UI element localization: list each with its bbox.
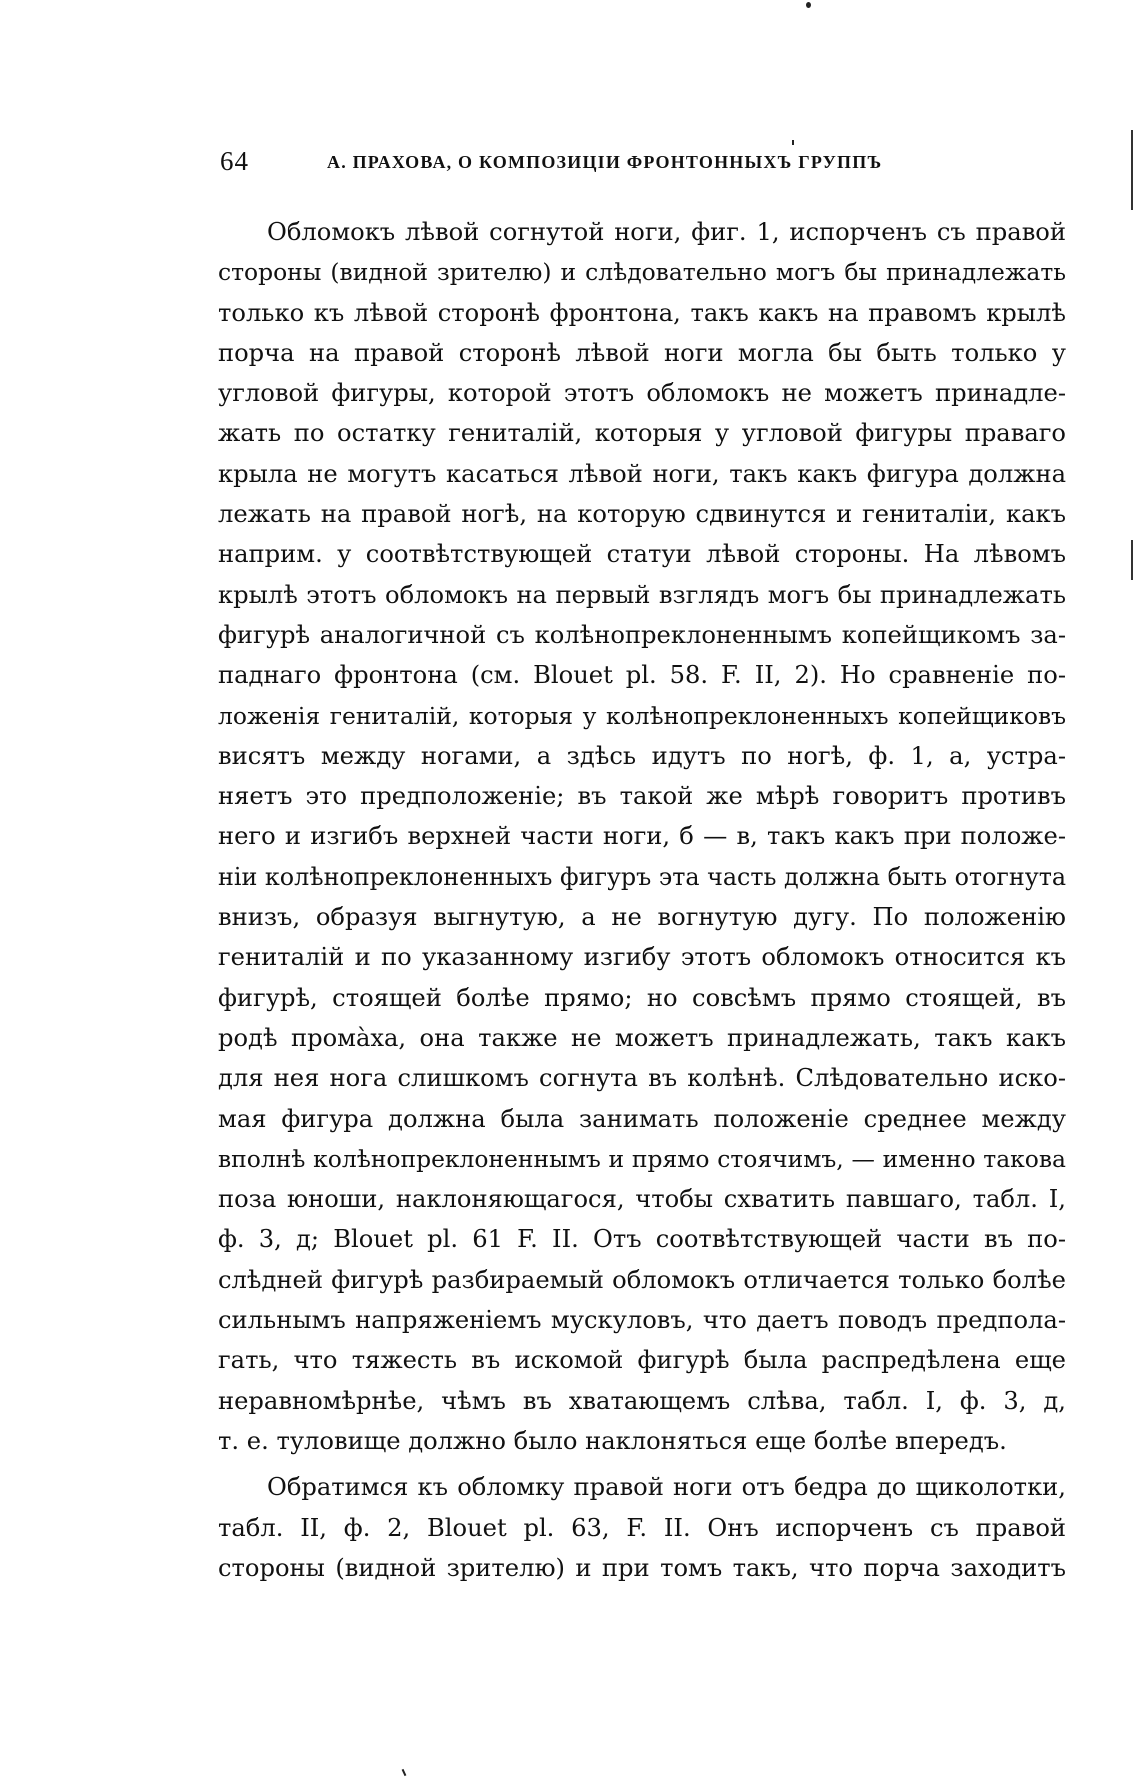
text-line: угловой фигуры, которой этотъ обломокъ не можетъ принадле- [218,379,1066,408]
text-line: слѣдней фигурѣ разбираемый обломокъ отличается только болѣе [218,1265,1066,1294]
text-line: няетъ это предположеніе; въ такой же мѣрѣ говоритъ противъ [218,782,1066,811]
text-line: внизъ, образуя выгнутую, а не вогнутую дугу. По положенію [218,903,1066,932]
body-text [218,212,1066,1588]
text-line: него и изгибъ верхней части ноги, б — в, такъ какъ при положе- [218,822,1066,851]
text-line: для нея нога слишкомъ согнута въ колѣнѣ. Слѣдовательно иско- [218,1064,1066,1093]
text-line: наприм. у соотвѣтствующей статуи лѣвой стороны. На лѣвомъ [218,540,1066,569]
text-line: табл. II, ф. 2, Blouet pl. 63, F. II. Онъ испорченъ съ правой [218,1513,1066,1542]
text-line: только къ лѣвой сторонѣ фронтона, такъ какъ на правомъ крылѣ [218,298,1066,327]
text-line: поза юноши, наклоняющагося, чтобы схватить павшаго, табл. I, [218,1185,1066,1214]
text-line: вполнѣ колѣнопреклоненнымъ и прямо стоячимъ, — именно такова [218,1144,1066,1173]
text-line: крылѣ этотъ обломокъ на первый взглядъ могъ бы принадлежать [218,580,1066,609]
text-line: висятъ между ногами, а здѣсь идутъ по ногѣ, ф. 1, а, устра- [218,741,1066,770]
text-line: паднаго фронтона (см. Blouet pl. 58. F. II, 2). Но сравненіе по- [218,661,1066,690]
print-speck [792,140,794,145]
text-line: ф. 3, д; Blouet pl. 61 F. II. Отъ соотвѣтствующей части въ по- [218,1225,1066,1254]
text-line: гениталій и по указанному изгибу этотъ обломокъ относится къ [218,943,1066,972]
text-line: ложенія гениталій, которыя у колѣнопреклоненныхъ копейщиковъ [218,701,1066,730]
print-speck [402,1769,407,1776]
text-line: Обратимся къ обломку правой ноги отъ бедра до щиколотки, [267,1473,1066,1502]
page-header [220,146,960,180]
text-line: ніи колѣнопреклоненныхъ фигуръ эта часть должна быть отогнута [218,862,1067,891]
running-head: А. ПРАХОВА, О КОМПОЗИЦІИ ФРОНТОННЫХЪ ГРУППЪ [327,152,883,172]
page-number: 64 [220,146,249,176]
text-line: фигурѣ аналогичной съ колѣнопреклоненнымъ копейщикомъ за- [218,620,1066,649]
text-line: крыла не могутъ касаться лѣвой ноги, такъ какъ фигура должна [218,459,1066,488]
text-line: сильнымъ напряженіемъ мускуловъ, что даетъ поводъ предпола- [218,1306,1066,1335]
text-line: т. е. туловище должно было наклоняться еще болѣе впередъ. [218,1426,1007,1455]
text-line: родѣ промàха, она также не можетъ принадлежать, такъ какъ [218,1023,1066,1052]
text-line: стороны (видной зрителю) и при томъ такъ, что порча заходитъ [218,1553,1066,1582]
text-line: гать, что тяжесть въ искомой фигурѣ была распредѣлена еще [218,1346,1066,1375]
text-line: неравномѣрнѣе, чѣмъ въ хватающемъ слѣва, табл. I, ф. 3, д, [218,1386,1066,1415]
page-edge-line [1131,130,1133,210]
text-line: стороны (видной зрителю) и слѣдовательно могъ бы принадлежать [218,258,1066,287]
text-line: мая фигура должна была занимать положеніе среднее между [218,1104,1066,1133]
paragraph-1 [218,212,1066,1461]
text-line: лежать на правой ногѣ, на которую сдвинутся и гениталіи, какъ [218,500,1066,529]
page-edge-line [1131,540,1133,580]
text-line: фигурѣ, стоящей болѣе прямо; но совсѣмъ прямо стоящей, въ [218,983,1066,1012]
paragraph-2 [218,1467,1066,1588]
text-line: Обломокъ лѣвой согнутой ноги, фиг. 1, испорченъ съ правой [267,218,1066,246]
print-speck [806,2,811,8]
text-line: порча на правой сторонѣ лѣвой ноги могла бы быть только у [218,338,1066,367]
text-line: жать по остатку гениталій, которыя у угловой фигуры праваго [218,419,1066,448]
